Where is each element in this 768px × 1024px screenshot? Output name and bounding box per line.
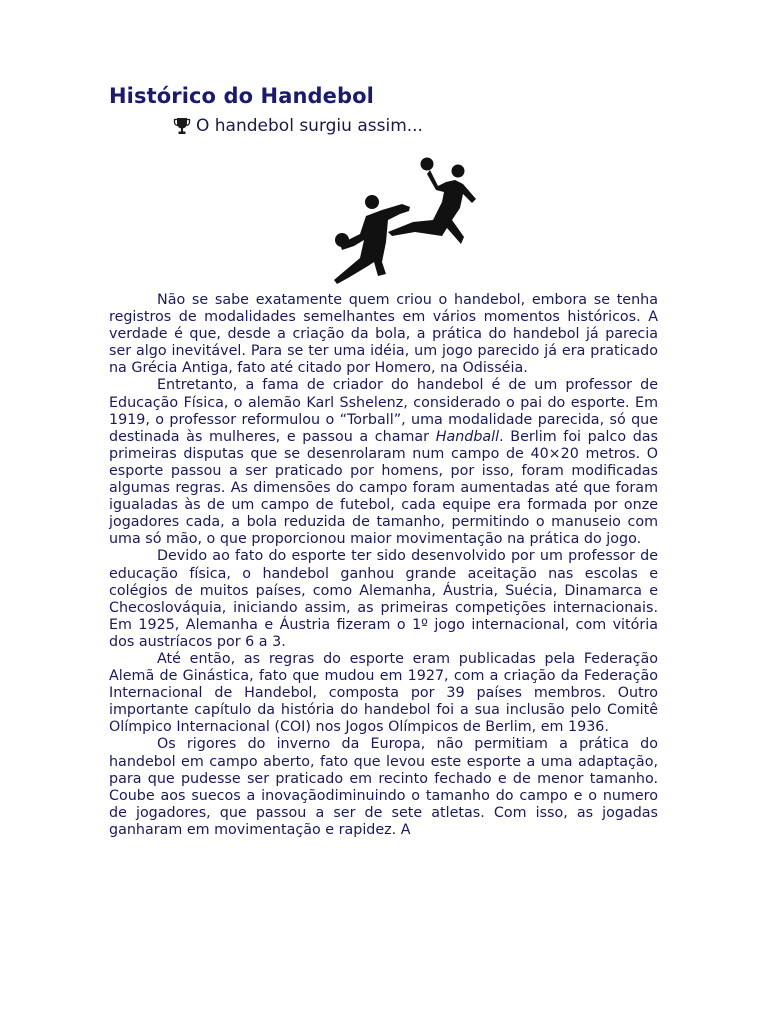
handball-term: Handball xyxy=(435,428,500,445)
document-title: Histórico do Handebol xyxy=(109,84,374,108)
subtitle-text: O handebol surgiu assim... xyxy=(196,116,423,136)
paragraph-3: Devido ao fato do esporte ter sido desenvolvido por um professor de educação física, o handebol ganhou grande aceitação nas escolas e colégios de muitos países, como Alemanha, Áustria, Suécia, Dinamarca e Checoslováquia, iniciando assim, as primeiras competições internacionais. Em 1925, Alemanha e Áustria fizeram o 1º jogo internacional, com vitória dos austríacos por 6 a 3. xyxy=(109,548,658,650)
paragraph-1: Não se sabe exatamente quem criou o handebol, embora se tenha registros de modalidades semelhantes em vários momentos históricos. A verdade é que, desde a criação da bola, a prática do handebol já parecia ser algo inevitável. Para se ter uma idéia, um jogo parecido já era praticado na Grécia Antiga, fato até citado por Homero, na Odisséia. xyxy=(109,292,658,377)
handball-players-illustration xyxy=(330,150,490,285)
paragraph-5: Os rigores do inverno da Europa, não permitiam a prática do handebol em campo aberto, fato que levou este esporte a uma adaptação, para que pudesse ser praticado em recinto fechado e de menor tamanho. Coube aos suecos a inovaçãodiminuindo o tamanho do campo e o numero de jogadores, que passou a ser de sete atletas. Com isso, as jogadas ganharam em movimentação e rapidez. A xyxy=(109,736,658,838)
article-body xyxy=(109,292,658,839)
paragraph-2 xyxy=(109,377,658,548)
paragraph-4: Até então, as regras do esporte eram publicadas pela Federação Alemã de Ginástica, fato que mudou em 1927, com a criação da Federação Internacional de Handebol, composta por 39 países membros. Outro importante capítulo da história do handebol foi a sua inclusão pelo Comitê Olímpico Internacional (COI) nos Jogos Olímpicos de Berlim, em 1936. xyxy=(109,650,658,736)
paragraph-2-start: Entretanto, a fama de criador do handebol é de um professor de Educação Física, o alemão Karl Sshelenz, considerado o pai do esporte. Em 1919, o professor reformulou o “Torball”, uma modalidade parecida, só que destinada às mulheres, e passou a chamar xyxy=(109,377,658,445)
paragraph-2-end: . Berlim foi palco das primeiras disputas que se desenrolaram num campo de 40×20 metros. O esporte passou a ser praticado por homens, por isso, foram modificadas algumas regras. As dimensões do campo foram aumentadas até que foram igualadas às de um campo de futebol, cada equipe era formada por onze jogadores cada, a bola reduzida de tamanho, permitindo o manuseio com uma só mão, o que proporcionou maior movimentação na prática do jogo. xyxy=(109,428,658,548)
trophy-icon xyxy=(172,116,192,136)
document-subtitle xyxy=(172,116,423,136)
